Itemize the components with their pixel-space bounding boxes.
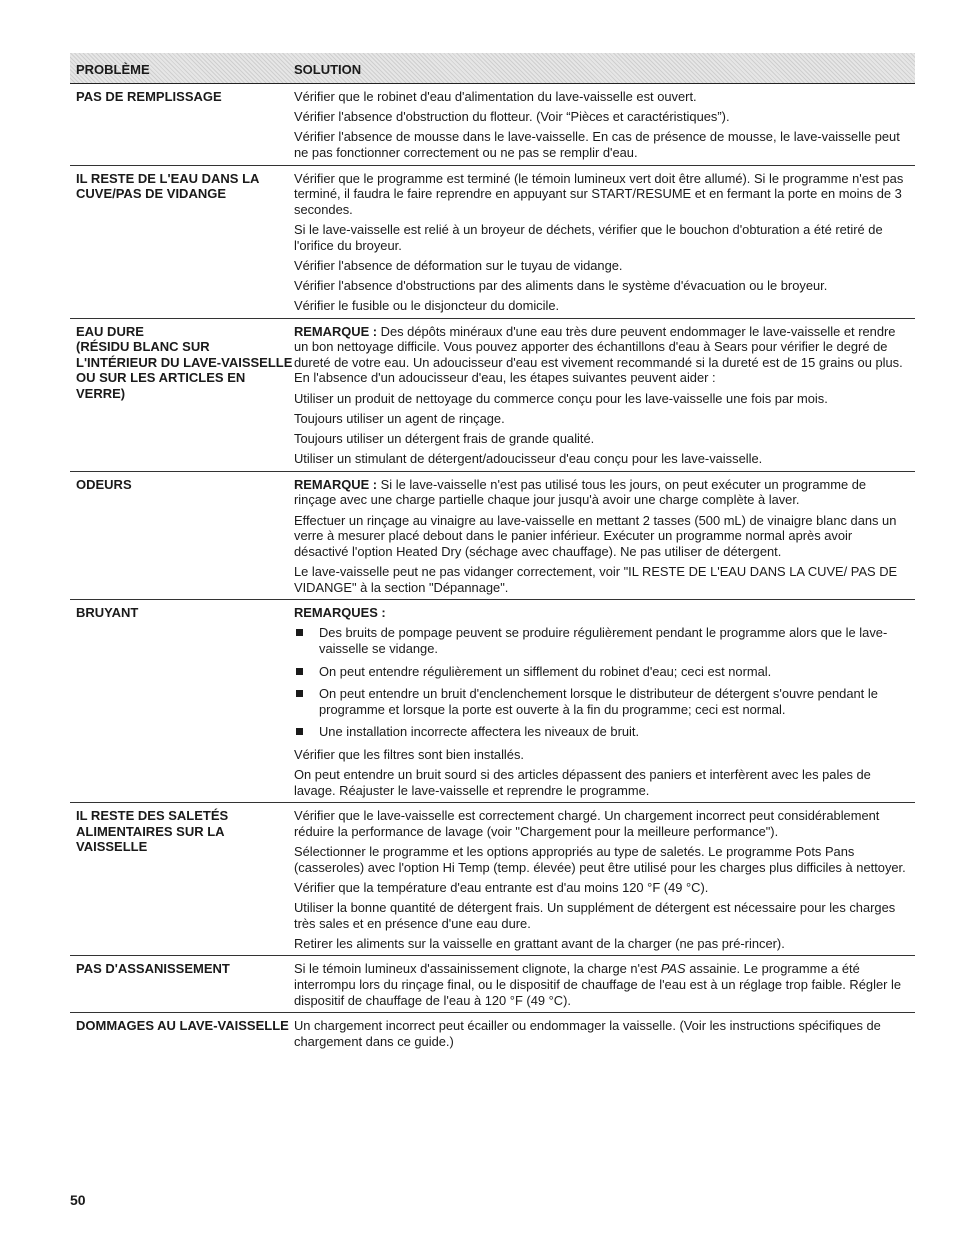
- table-row: [70, 956, 915, 1013]
- problem-cell: IL RESTE DES SALETÉS ALIMENTAIRES SUR LA VAISSELLE: [76, 808, 229, 855]
- problem-cell: IL RESTE DE L'EAU DANS LA CUVE/PAS DE VIDANGE: [76, 170, 259, 202]
- solution-text: Le lave-vaisselle peut ne pas vidanger correctement, voir "IL RESTE DE L'EAU DANS LA CUVE/ PAS DE VIDANGE" à la section "Dépannage".: [294, 563, 898, 595]
- note-paragraph: [294, 324, 906, 386]
- table-header: [70, 53, 915, 84]
- remarks-list: [294, 625, 906, 740]
- problem-cell: PAS DE REMPLISSAGE: [76, 89, 222, 104]
- solution-text: Vérifier que le robinet d'eau d'alimentation du lave-vaisselle est ouvert.: [294, 89, 697, 104]
- solution-text: Un chargement incorrect peut écailler ou endommager la vaisselle. (Voir les instructions spécifiques de chargement dans ce guide.): [294, 1018, 881, 1049]
- solution-cell: [294, 605, 906, 798]
- solution-text: [294, 961, 906, 1008]
- note-label: REMARQUE :: [294, 323, 378, 339]
- solution-text: Vérifier l'absence de mousse dans le lave-vaisselle. En cas de présence de mousse, le lave-vaisselle peut ne pas fonctionner correctement ou ne pas se remplir d'eau.: [294, 129, 900, 160]
- remarks-label-text: REMARQUES :: [294, 605, 386, 621]
- solution-text: Si le lave-vaisselle est relié à un broyeur de déchets, vérifier que le bouchon d'obturation a été retiré de l'orifice du broyeur.: [294, 221, 883, 253]
- solution-cell: [294, 324, 906, 467]
- bullet-square-icon: [296, 690, 303, 697]
- troubleshooting-table: [70, 53, 915, 1053]
- header-problem: PROBLÈME: [76, 62, 150, 77]
- note-label: REMARQUE :: [294, 476, 378, 492]
- sanit-text-emphasis: PAS: [660, 961, 686, 977]
- solution-text: Vérifier que la température d'eau entrante est d'au moins 120 °F (49 °C).: [294, 879, 709, 895]
- solution-text: Vérifier le fusible ou le disjoncteur du domicile.: [294, 298, 560, 314]
- table-row: [70, 600, 915, 803]
- list-item: [294, 664, 906, 680]
- list-item-text: Une installation incorrecte affectera les niveaux de bruit.: [319, 724, 640, 740]
- table-row: [70, 472, 915, 600]
- header-solution: SOLUTION: [294, 62, 362, 77]
- table-row: [70, 1013, 915, 1053]
- problem-cell: EAU DURE (RÉSIDU BLANC SUR L'INTÉRIEUR DU LAVE-VAISSELLE OU SUR LES ARTICLES EN VERRE): [76, 323, 293, 402]
- solution-text: Vérifier que les filtres sont bien installés.: [294, 746, 524, 762]
- solution-text: Vérifier l'absence d'obstruction du flotteur. (Voir “Pièces et caractéristiques”).: [294, 109, 730, 125]
- list-item: [294, 625, 906, 656]
- problem-cell: BRUYANT: [76, 605, 139, 621]
- table-row: [70, 166, 915, 319]
- solution-text: Retirer les aliments sur la vaisselle en grattant avant de la charger (ne pas pré-rincer).: [294, 935, 785, 951]
- list-item: [294, 686, 906, 717]
- list-item-text: On peut entendre un bruit d'enclenchement lorsque le distributeur de détergent s'ouvre pendant le programme et lorsque la porte est ouverte à la fin du programme; ceci est normal.: [319, 686, 878, 717]
- note-text: Si le lave-vaisselle n'est pas utilisé tous les jours, on peut exécuter un programme de rinçage avec une charge partielle chaque jour jusqu'à avoir une charge complète à laver.: [294, 476, 867, 508]
- solution-text: Effectuer un rinçage au vinaigre au lave-vaisselle en mettant 2 tasses (500 mL) de vinaigre blanc dans un verre à mesurer placé debout dans le panier inférieur. Exécuter un programme normal après avoir désactivé l'option Heated Dry (séchage avec chauffage). Ne pas utiliser de détergent.: [294, 512, 897, 559]
- bullet-square-icon: [296, 668, 303, 675]
- solution-cell: [294, 808, 906, 951]
- solution-text: Vérifier l'absence d'obstructions par des aliments dans le système d'évacuation ou le broyeur.: [294, 277, 828, 293]
- table-row: [70, 84, 915, 166]
- solution-text: Utiliser la bonne quantité de détergent frais. Un supplément de détergent est nécessaire pour les charges très sales et en présence d'une eau dure.: [294, 900, 896, 931]
- solution-cell: [294, 1018, 906, 1049]
- sanit-text-pre: Si le témoin lumineux d'assainissement clignote, la charge n'est: [294, 961, 661, 977]
- solution-cell: [294, 477, 906, 595]
- solution-text: Utiliser un stimulant de détergent/adoucisseur d'eau conçu pour les lave-vaisselle.: [294, 451, 763, 467]
- solution-text: Utiliser un produit de nettoyage du commerce conçu pour les lave-vaisselle une fois par mois.: [294, 390, 828, 406]
- note-text: Des dépôts minéraux d'une eau très dure peuvent endommager le lave-vaisselle et rendre un bon nettoyage difficile. Vous pouvez apporter des échantillons d'eau à Sears pour vérifier le degré de dureté de votre eau. Un adoucisseur d'eau est vivement recommandé si la dureté est de 15 grains ou plus. En l'absence d'un adoucisseur d'eau, les étapes suivantes peuvent aider :: [294, 323, 903, 386]
- remarks-label: [294, 605, 906, 621]
- problem-cell: ODEURS: [76, 476, 132, 492]
- list-item: [294, 724, 906, 740]
- solution-cell: [294, 961, 906, 1008]
- solution-cell: [294, 89, 906, 161]
- sanit-text-post: assainie. Le programme a été interrompu lors du rinçage final, ou le dispositif de chauffage de l'eau est à un réglage trop faible. Régler le dispositif de chauffage de l'eau à 120 °F (49 °C).: [294, 961, 902, 1008]
- solution-text: Vérifier l'absence de déformation sur le tuyau de vidange.: [294, 257, 623, 273]
- solution-text: Vérifier que le programme est terminé (le témoin lumineux vert doit être allumé). Si le programme n'est pas terminé, il faudra le faire reprendre en appuyant sur START/RESUME et en fermant la porte en moins de 3 secondes.: [294, 170, 904, 217]
- list-item-text: Des bruits de pompage peuvent se produire régulièrement pendant le programme alors que le lave-vaisselle se vidange.: [319, 625, 888, 656]
- note-paragraph: [294, 477, 906, 508]
- solution-text: Vérifier que le lave-vaisselle est correctement chargé. Un chargement incorrect peut considérablement réduire la performance de lavage (voir "Chargement pour la meilleure performance").: [294, 808, 880, 839]
- solution-text: On peut entendre un bruit sourd si des articles dépassent des paniers et interfèrent avec les pales de lavage. Réajuster le lave-vaisselle et reprendre le programme.: [294, 767, 871, 798]
- solution-text: Sélectionner le programme et les options appropriés au type de saletés. Le programme Pots Pans (casseroles) avec l'option Hi Temp (temp. élevée) peut être utilisé pour les charges plus difficiles à nettoyer.: [294, 844, 906, 875]
- problem-cell: PAS D'ASSANISSEMENT: [76, 961, 230, 977]
- table-row: [70, 319, 915, 472]
- bullet-square-icon: [296, 629, 303, 636]
- bullet-square-icon: [296, 728, 303, 735]
- problem-cell: DOMMAGES AU LAVE-VAISSELLE: [76, 1018, 289, 1034]
- solution-cell: [294, 171, 906, 314]
- solution-text: Toujours utiliser un agent de rinçage.: [294, 410, 505, 426]
- solution-text: Toujours utiliser un détergent frais de grande qualité.: [294, 431, 595, 447]
- table-row: [70, 803, 915, 956]
- page-number: 50: [70, 1192, 86, 1208]
- list-item-text: On peut entendre régulièrement un sifflement du robinet d'eau; ceci est normal.: [319, 663, 772, 679]
